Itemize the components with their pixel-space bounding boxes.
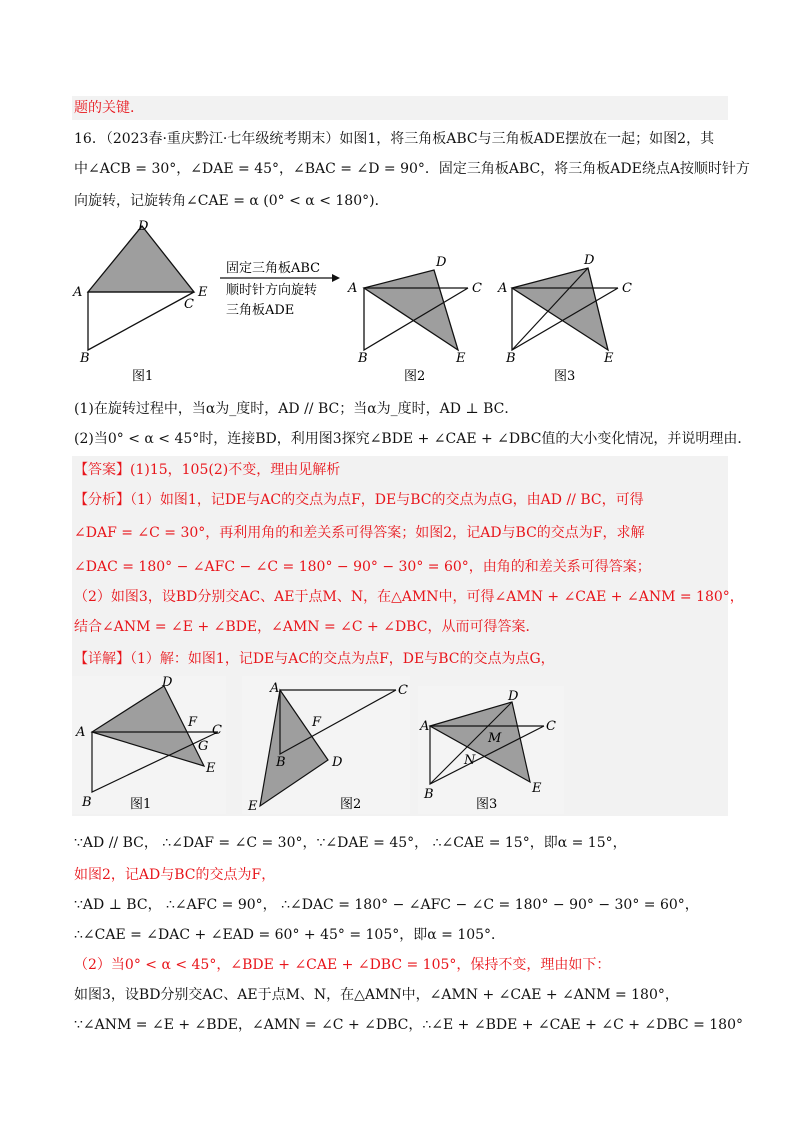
- analysis-text-1: （1）如图1，记DE与AC的交点为点F，DE与BC的交点为点G，由AD // BC，可得: [130, 492, 644, 508]
- label-D-fig2: D: [436, 255, 447, 270]
- label-A-fig2: A: [348, 281, 358, 296]
- label-E: E: [198, 285, 208, 300]
- d1-label-D: D: [162, 676, 173, 690]
- analysis-line-2: ∠DAF = ∠C = 30°，再利用角的和差关系可得答案；如图2，记AD与BC的交点为F，求解: [74, 525, 645, 541]
- detail-step-5: （2）当0° < α < 45°，∠BDE + ∠CAE + ∠DBC = 105°，保持不变，理由如下：: [74, 957, 611, 973]
- d1-label-B: B: [82, 795, 92, 810]
- detail-text-1: （1）解：如图1，记DE与AC的交点为点F，DE与BC的交点为点G，: [130, 651, 555, 667]
- analysis-line-5: 结合∠ANM = ∠E + ∠BDE，∠AMN = ∠C + ∠DBC，从而可得答案．: [74, 619, 540, 635]
- d2-label-C: C: [398, 683, 408, 698]
- detail-caption-2: 图2: [340, 797, 362, 812]
- d3-label-N: N: [464, 753, 476, 768]
- label-A-fig3: A: [498, 281, 508, 296]
- analysis-line-4: （2）如图3，设BD分别交AC、AE于点M、N，在△AMN中，可得∠AMN + ∠CAE + ∠ANM = 180°，: [74, 589, 744, 605]
- label-D-fig3: D: [584, 253, 595, 268]
- answer-line: [74, 459, 340, 481]
- question-2: (2)当0° < α < 45°时，连接BD，利用图3探究∠BDE + ∠CAE + ∠DBC值的大小变化情况，并说明理由．: [74, 431, 752, 447]
- problem-line-3: 向旋转，记旋转角∠CAE = α (0° < α < 180°)．: [74, 193, 389, 209]
- problem-line-1: 16．（2023春·重庆黔江·七年级统考期末）如图1，将三角板ABC与三角板ADE摆放在一起；如图2，其: [74, 131, 715, 147]
- d3-label-C: C: [546, 719, 556, 734]
- d3-label-E: E: [532, 781, 542, 796]
- d2-label-B: B: [276, 755, 286, 770]
- problem-line-2: 中∠ACB = 30°，∠DAE = 45°，∠BAC = ∠D = 90°．固定三角板ABC，将三角板ADE绕点A按顺时针方: [74, 161, 750, 177]
- label-C: C: [184, 297, 194, 312]
- answer-label: 【答案】: [74, 462, 130, 478]
- answer-text: (1)15，105(2)不变，理由见解析: [130, 462, 341, 478]
- label-B: B: [80, 351, 90, 366]
- triangle-ade-d3: [430, 702, 530, 782]
- figures-top: [70, 212, 670, 392]
- detail-figure-1: [72, 676, 226, 814]
- d2-label-F: F: [312, 715, 322, 730]
- figure-3-top: [497, 253, 632, 384]
- label-D: D: [138, 219, 149, 234]
- detail-line-1: [74, 648, 555, 670]
- triangle-ade-shaded: [88, 226, 194, 292]
- analysis-label: 【分析】: [74, 492, 130, 508]
- triangle-ade-fig3: [512, 268, 608, 350]
- detail-caption-3: 图3: [476, 797, 498, 812]
- question-1: (1)在旋转过程中，当α为_度时，AD // BC；当α为_度时，AD ⊥ BC．: [74, 401, 519, 417]
- detail-figure-2: [242, 676, 410, 814]
- detail-step-7: ∵∠ANM = ∠E + ∠BDE，∠AMN = ∠C + ∠DBC，∴∠E + ∠BDE + ∠CAE + ∠C + ∠DBC = 180°: [74, 1017, 743, 1033]
- detail-fig2-box: [242, 676, 410, 814]
- arrow-text-3: 三角板ADE: [226, 303, 295, 318]
- d3-label-M: M: [488, 731, 502, 746]
- arrow-text-2: 顺时针方向旋转: [226, 283, 318, 298]
- detail-caption-1: 图1: [130, 797, 152, 812]
- d3-label-D: D: [508, 689, 519, 704]
- d3-label-A: A: [420, 719, 430, 734]
- detail-step-2: 如图2，记AD与BC的交点为F，: [74, 867, 276, 883]
- detail-figure-3: [418, 686, 564, 814]
- triangle-ade-rotated: [364, 270, 458, 350]
- figure-1-top: [72, 219, 208, 384]
- label-E-fig2: E: [456, 351, 466, 366]
- detail-step-1: ∵AD // BC， ∴∠DAF = ∠C = 30°，∵∠DAE = 45°， ∴∠CAE = 15°，即α = 15°，: [74, 835, 627, 851]
- arrow-head: [332, 274, 340, 282]
- label-E-fig3: E: [604, 351, 614, 366]
- detail-step-3: ∵AD ⊥ BC， ∴∠AFC = 90°， ∴∠DAC = 180° − ∠AFC − ∠C = 180° − 90° − 30° = 60°，: [74, 897, 699, 913]
- label-B-fig3: B: [506, 351, 516, 366]
- d1-label-F: F: [188, 715, 198, 730]
- d1-label-E: E: [206, 761, 216, 776]
- label-C-fig3: C: [622, 281, 632, 296]
- label-A: A: [73, 285, 83, 300]
- d1-label-A: A: [76, 725, 86, 740]
- triangle-abc: [88, 292, 194, 350]
- d3-label-B: B: [424, 787, 434, 802]
- detail-fig3-box: [418, 686, 564, 814]
- arrow-text-1: 固定三角板ABC: [226, 261, 321, 276]
- caption-fig3-top: 图3: [554, 369, 576, 384]
- caption-fig1-top: 图1: [132, 369, 154, 384]
- label-C-fig2: C: [472, 281, 482, 296]
- figure-2-top: [347, 255, 482, 384]
- caption-fig2-top: 图2: [404, 369, 426, 384]
- d2-label-E: E: [248, 799, 258, 814]
- header-note: 题的关键.: [74, 100, 135, 116]
- d1-label-C: C: [212, 723, 222, 738]
- d2-label-A: A: [270, 681, 280, 696]
- detail-label: 【详解】: [74, 651, 130, 667]
- detail-step-4: ∴∠CAE = ∠DAC + ∠EAD = 60° + 45° = 105°，即α = 105°．: [74, 927, 506, 943]
- d2-label-D: D: [332, 755, 343, 770]
- detail-step-6: 如图3，设BD分别交AC、AE于点M、N，在△AMN中，∠AMN + ∠CAE + ∠ANM = 180°，: [74, 987, 679, 1003]
- rotation-arrow: [220, 260, 340, 318]
- detail-fig1-box: [72, 676, 226, 814]
- note-band: [72, 96, 728, 120]
- analysis-line-1: [74, 489, 644, 511]
- triangle-ade-d2: [260, 690, 328, 806]
- d1-label-G: G: [198, 739, 209, 754]
- label-B-fig2: B: [358, 351, 368, 366]
- analysis-line-3: ∠DAC = 180° − ∠AFC − ∠C = 180° − 90° − 30° = 60°，由角的和差关系可得答案；: [74, 559, 651, 575]
